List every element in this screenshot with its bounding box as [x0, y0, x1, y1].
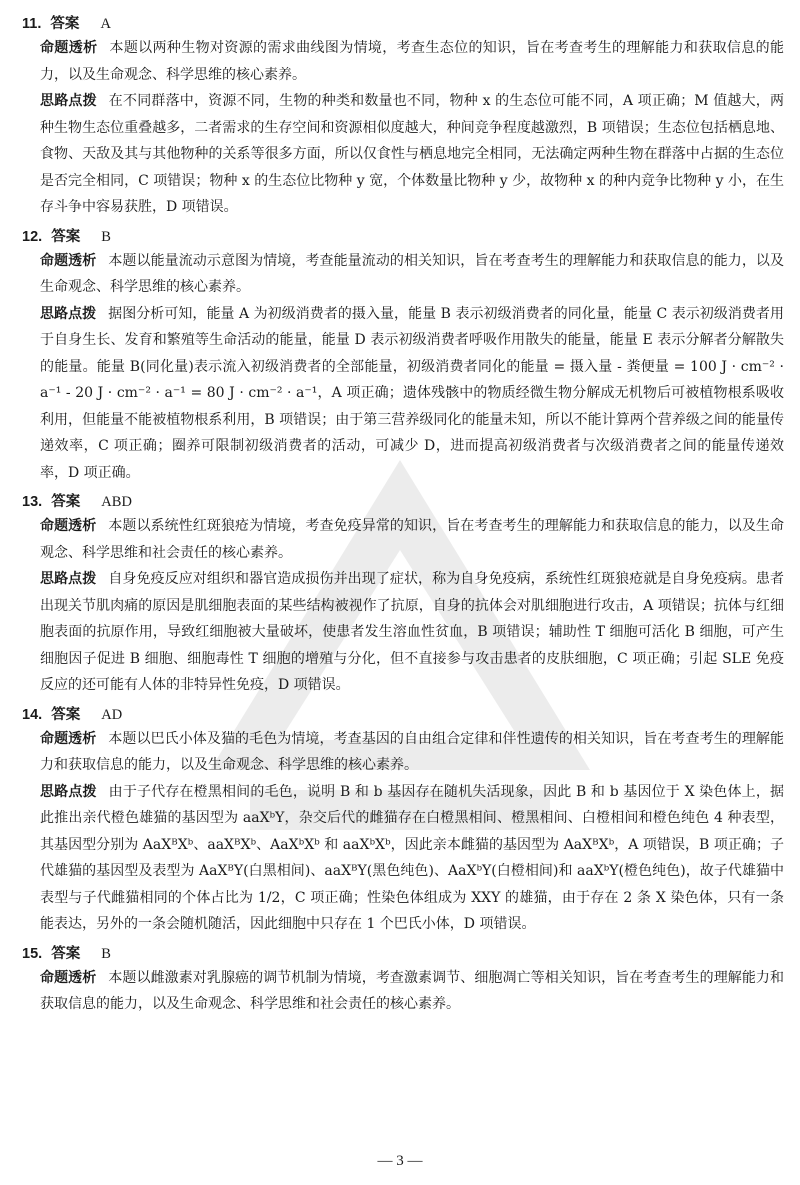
analysis-text: 本题以雌激素对乳腺癌的调节机制为情境，考查激素调节、细胞凋亡等相关知识，旨在考查考生的理解能力和获取信息的能力，以及生命观念、科学思维和社会责任的核心素养。: [40, 969, 785, 1012]
hint-paragraph: [40, 779, 784, 938]
answer-value: ABD: [101, 494, 132, 510]
question-11: [22, 13, 784, 221]
question-number: 11.: [22, 16, 42, 32]
analysis-label: 命题透析: [40, 252, 97, 269]
question-number: 13.: [22, 494, 43, 510]
hint-label: 思路点拨: [40, 571, 97, 587]
answer-label: 答案: [50, 15, 80, 32]
analysis-text: 本题以巴氏小体及猫的毛色为情境，考查基因的自由组合定律和伴性遗传的相关知识，旨在考查考生的理解能力和获取信息的能力，以及生命观念、科学思维的核心素养。: [40, 730, 785, 773]
hint-paragraph: [40, 301, 784, 487]
page-number: — 3 —: [377, 1153, 423, 1169]
answer-label: 答案: [51, 705, 81, 723]
analysis-text: 本题以系统性红斑狼疮为情境，考查免疫异常的知识，旨在考查考生的理解能力和获取信息的能力，以及生命观念、科学思维和社会责任的核心素养。: [40, 518, 785, 561]
hint-text: 自身免疫反应对组织和器官造成损伤并出现了症状，称为自身免疫病，系统性红斑狼疮就是自身免疫病。患者出现关节肌肉痛的原因是肌细胞表面的某些结构被视作了抗原，自身的抗体会对肌细胞进行攻击，A 项错误；抗体与红细胞表面的抗原作用，导致红细胞被大量破坏，使患者发生溶血性贫血，B 项错误；辅助性 T 细胞可活化 B 细胞，可产生细胞因子促进 B 细胞、细胞毒性 T 细胞的增殖与分化，但不直接参与攻击患者的皮肤细胞，C 项正确；引起 SLE 免疫反应的还可能有人体的非特异性免疫，D 项错误。: [40, 571, 785, 693]
answer-label: 答案: [51, 227, 81, 245]
analysis-paragraph: [40, 513, 784, 566]
answer-sheet-page: [22, 8, 784, 1018]
analysis-label: 命题透析: [40, 969, 97, 986]
question-12: [22, 226, 784, 487]
analysis-label: 命题透析: [40, 518, 97, 534]
question-header: [22, 943, 784, 965]
question-header: [22, 491, 784, 513]
question-header: [22, 704, 784, 726]
answer-label: 答案: [51, 944, 81, 962]
analysis-text: 本题以能量流动示意图为情境，考查能量流动的相关知识，旨在考查考生的理解能力和获取信息的能力，以及生命观念、科学思维的核心素养。: [40, 252, 785, 295]
question-15: [22, 943, 784, 1018]
question-number: 12.: [22, 228, 43, 245]
analysis-label: 命题透析: [40, 730, 97, 747]
hint-text: 据图分析可知，能量 A 为初级消费者的摄入量，能量 B 表示初级消费者的同化量，能量 C 表示初级消费者用于自身生长、发育和繁殖等生命活动的能量，能量 D 表示初级消费者呼吸作用散失的能量，能量 E 表示分解者分解散失的能量。能量 B(同化量)表示流入初级消费者的全部能量，初级消费者同化的能量 = 摄入量 - 粪便量 = 100 J · cm⁻² · a⁻¹ - 20 J · cm⁻² · a⁻¹ = 80 J · cm⁻² · a⁻¹，A 项正确；遗体残骸中的物质经微生物分解成无机物后可被植物根系吸收利用，但能量不能被植物根系利用，B 项错误；由于第三营养级同化的能量未知，所以不能计算两个营养级之间的能量传递效率，C 项正确；圈养可限制初级消费者的活动，可减少 D，进而提高初级消费者与次级消费者之间的能量传递效率，D 项正确。: [40, 305, 785, 481]
hint-label: 思路点拨: [40, 93, 97, 109]
answer-value: AD: [101, 706, 123, 723]
answer-label: 答案: [51, 493, 81, 510]
hint-paragraph: [40, 566, 784, 699]
hint-text: 由于子代存在橙黑相间的毛色，说明 B 和 b 基因存在随机失活现象，因此 B 和 b 基因位于 X 染色体上，据此推出亲代橙色雄猫的基因型为 aaXᵇY，杂交后代的雌猫存在白橙黑相间、橙黑相间、白橙相间和橙色纯色 4 种表型，其基因型分别为 AaXᴮXᵇ、aaXᴮXᵇ、AaXᵇXᵇ 和 aaXᵇXᵇ，因此亲本雌猫的基因型为 AaXᴮXᵇ，A 项错误，B 项正确；子代雄猫的基因型及表型为 AaXᴮY(白黑相间)、aaXᴮY(黑色纯色)、AaXᵇY(白橙相间)和 aaXᵇY(橙色纯色)，故子代雄猫中表型与子代雌猫相同的个体占比为 1/2，C 项正确；性染色体组成为 XXY 的雄猫，由于存在 2 条 X 染色体，只有一条能表达，另外的一条会随机随活，因此细胞中只存在 1 个巴氏小体，D 项错误。: [40, 783, 785, 932]
analysis-paragraph: [40, 726, 784, 779]
analysis-paragraph: [40, 248, 784, 301]
answer-value: B: [101, 945, 111, 962]
hint-label: 思路点拨: [40, 783, 97, 800]
analysis-text: 本题以两种生物对资源的需求曲线图为情境，考查生态位的知识，旨在考查考生的理解能力和获取信息的能力，以及生命观念、科学思维的核心素养。: [40, 40, 785, 83]
analysis-label: 命题透析: [40, 40, 98, 56]
question-13: [22, 491, 784, 699]
question-number: 15.: [22, 945, 43, 962]
hint-text: 在不同群落中，资源不同，生物的种类和数量也不同，物种 x 的生态位可能不同，A 项正确；M 值越大，两种生物生态位重叠越多，二者需求的生存空间和资源相似度越大，种间竞争程度越激烈，B 项错误；生态位包括栖息地、食物、天敌及其与其他物种的关系等很多方面，所以仅食性与栖息地完全相同，无法确定两种生物在群落中占据的生态位是否完全相同，C 项错误；物种 x 的生态位比物种 y 宽，个体数量比物种 y 少，故物种 x 的种内竞争比物种 y 小，在生存斗争中容易获胜，D 项错误。: [40, 93, 785, 215]
question-14: [22, 704, 784, 938]
question-header: [22, 13, 784, 35]
question-header: [22, 226, 784, 248]
analysis-paragraph: [40, 965, 784, 1018]
answer-value: B: [101, 228, 111, 245]
hint-paragraph: [40, 88, 784, 221]
analysis-paragraph: [40, 35, 784, 88]
hint-label: 思路点拨: [40, 305, 97, 322]
question-number: 14.: [22, 706, 43, 723]
answer-value: A: [100, 16, 111, 32]
